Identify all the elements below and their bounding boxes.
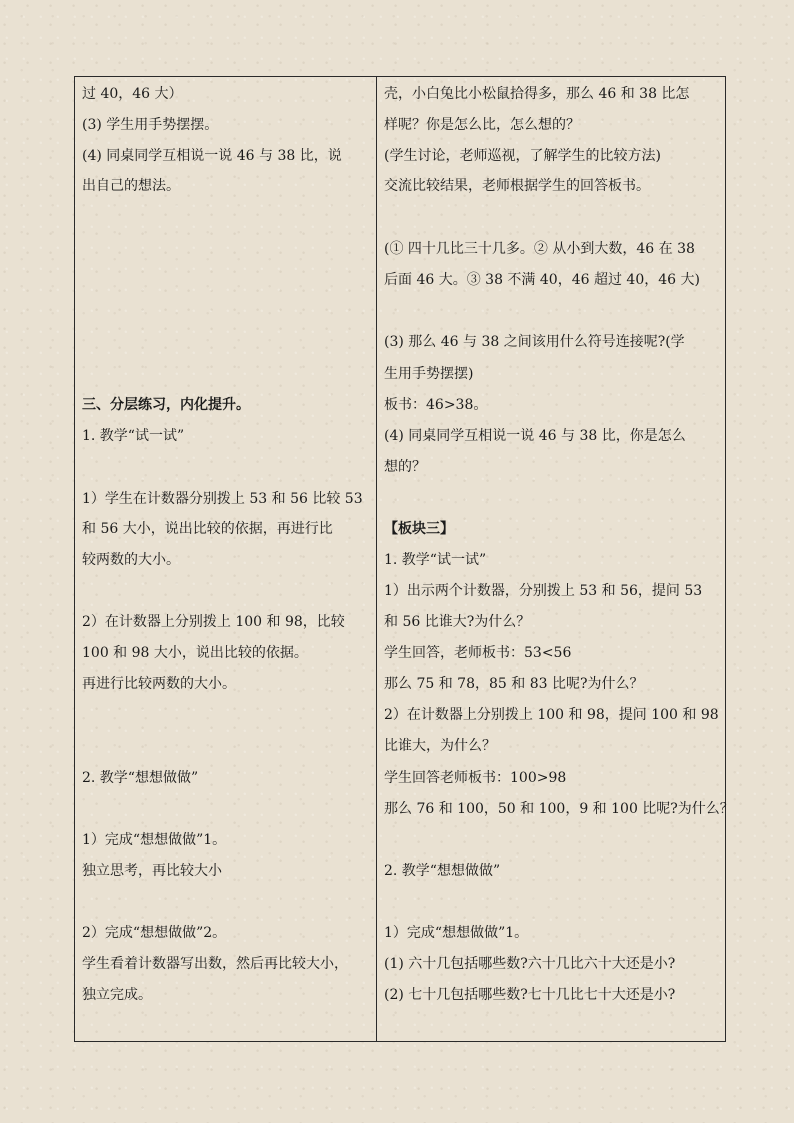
left-line: 和 56 大小，说出比较的依据，再进行比 bbox=[82, 521, 333, 537]
left-line: 2）在计数器上分别拨上 100 和 98，比较 bbox=[82, 614, 345, 630]
right-line: 板书：46>38。 bbox=[384, 397, 488, 413]
right-line: 2）在计数器上分别拨上 100 和 98，提问 100 和 98 bbox=[384, 707, 719, 723]
lesson-plan-table bbox=[74, 76, 734, 1042]
right-line: 1）完成“想想做做”1。 bbox=[384, 925, 529, 941]
right-line: 比谁大，为什么？ bbox=[384, 738, 496, 754]
right-column bbox=[377, 77, 734, 1041]
right-line: 学生回答，老师板书：53<56 bbox=[384, 645, 572, 661]
left-line: 独立完成。 bbox=[82, 987, 152, 1003]
right-line: 和 56 比谁大?为什么？ bbox=[384, 614, 531, 630]
left-line: 学生看着计数器写出数，然后再比较大小， bbox=[82, 956, 348, 972]
right-line: (① 四十几比三十几多。② 从小到大数，46 在 38 bbox=[384, 241, 695, 257]
right-line: (4) 同桌同学互相说一说 46 与 38 比，你是怎么 bbox=[384, 428, 686, 444]
right-line: 壳，小白兔比小松鼠拾得多，那么 46 和 38 比怎 bbox=[384, 86, 690, 102]
left-line: (3) 学生用手势摆摆。 bbox=[82, 117, 219, 133]
left-line: 较两数的大小。 bbox=[82, 552, 180, 568]
right-line: 样呢？你是怎么比，怎么想的？ bbox=[384, 117, 580, 133]
left-line: 1）完成“想想做做”1。 bbox=[82, 832, 227, 848]
right-line: 后面 46 大。③ 38 不满 40，46 超过 40，46 大) bbox=[384, 272, 700, 288]
left-line: 2）完成“想想做做”2。 bbox=[82, 925, 227, 941]
right-line: (3) 那么 46 与 38 之间该用什么符号连接呢?(学 bbox=[384, 334, 685, 350]
right-line: 想的？ bbox=[384, 459, 426, 475]
left-line: 再进行比较两数的大小。 bbox=[82, 676, 236, 692]
right-line: 生用手势摆摆) bbox=[384, 366, 474, 382]
left-line: 100 和 98 大小，说出比较的依据。 bbox=[82, 645, 308, 661]
right-line: 那么 75 和 78，85 和 83 比呢?为什么？ bbox=[384, 676, 644, 692]
right-line: 学生回答老师板书：100>98 bbox=[384, 770, 567, 786]
right-line: 1）出示两个计数器，分别拨上 53 和 56，提问 53 bbox=[384, 583, 703, 599]
right-line: (2) 七十几包括哪些数?七十几比七十大还是小? bbox=[384, 987, 676, 1003]
left-column bbox=[75, 77, 376, 1041]
left-line: 1. 教学“试一试” bbox=[82, 428, 185, 444]
right-line: 2. 教学“想想做做” bbox=[384, 863, 501, 879]
block-heading: 【板块三】 bbox=[384, 521, 454, 537]
section-heading: 三、分层练习，内化提升。 bbox=[82, 397, 250, 413]
right-line: 那么 76 和 100，50 和 100，9 和 100 比呢?为什么？ bbox=[384, 801, 734, 817]
left-line: (4) 同桌同学互相说一说 46 与 38 比，说 bbox=[82, 148, 342, 164]
right-line: (学生讨论，老师巡视，了解学生的比较方法) bbox=[384, 148, 661, 164]
left-line: 出自己的想法。 bbox=[82, 178, 180, 194]
left-line: 过 40，46 大） bbox=[82, 86, 183, 102]
left-line: 2. 教学“想想做做” bbox=[82, 770, 199, 786]
right-line: (1) 六十几包括哪些数?六十几比六十大还是小? bbox=[384, 956, 676, 972]
right-line: 1. 教学“试一试” bbox=[384, 552, 487, 568]
right-line: 交流比较结果，老师根据学生的回答板书。 bbox=[384, 178, 650, 194]
left-line: 1）学生在计数器分别拨上 53 和 56 比较 53 bbox=[82, 491, 363, 507]
left-line: 独立思考，再比较大小 bbox=[82, 863, 222, 879]
